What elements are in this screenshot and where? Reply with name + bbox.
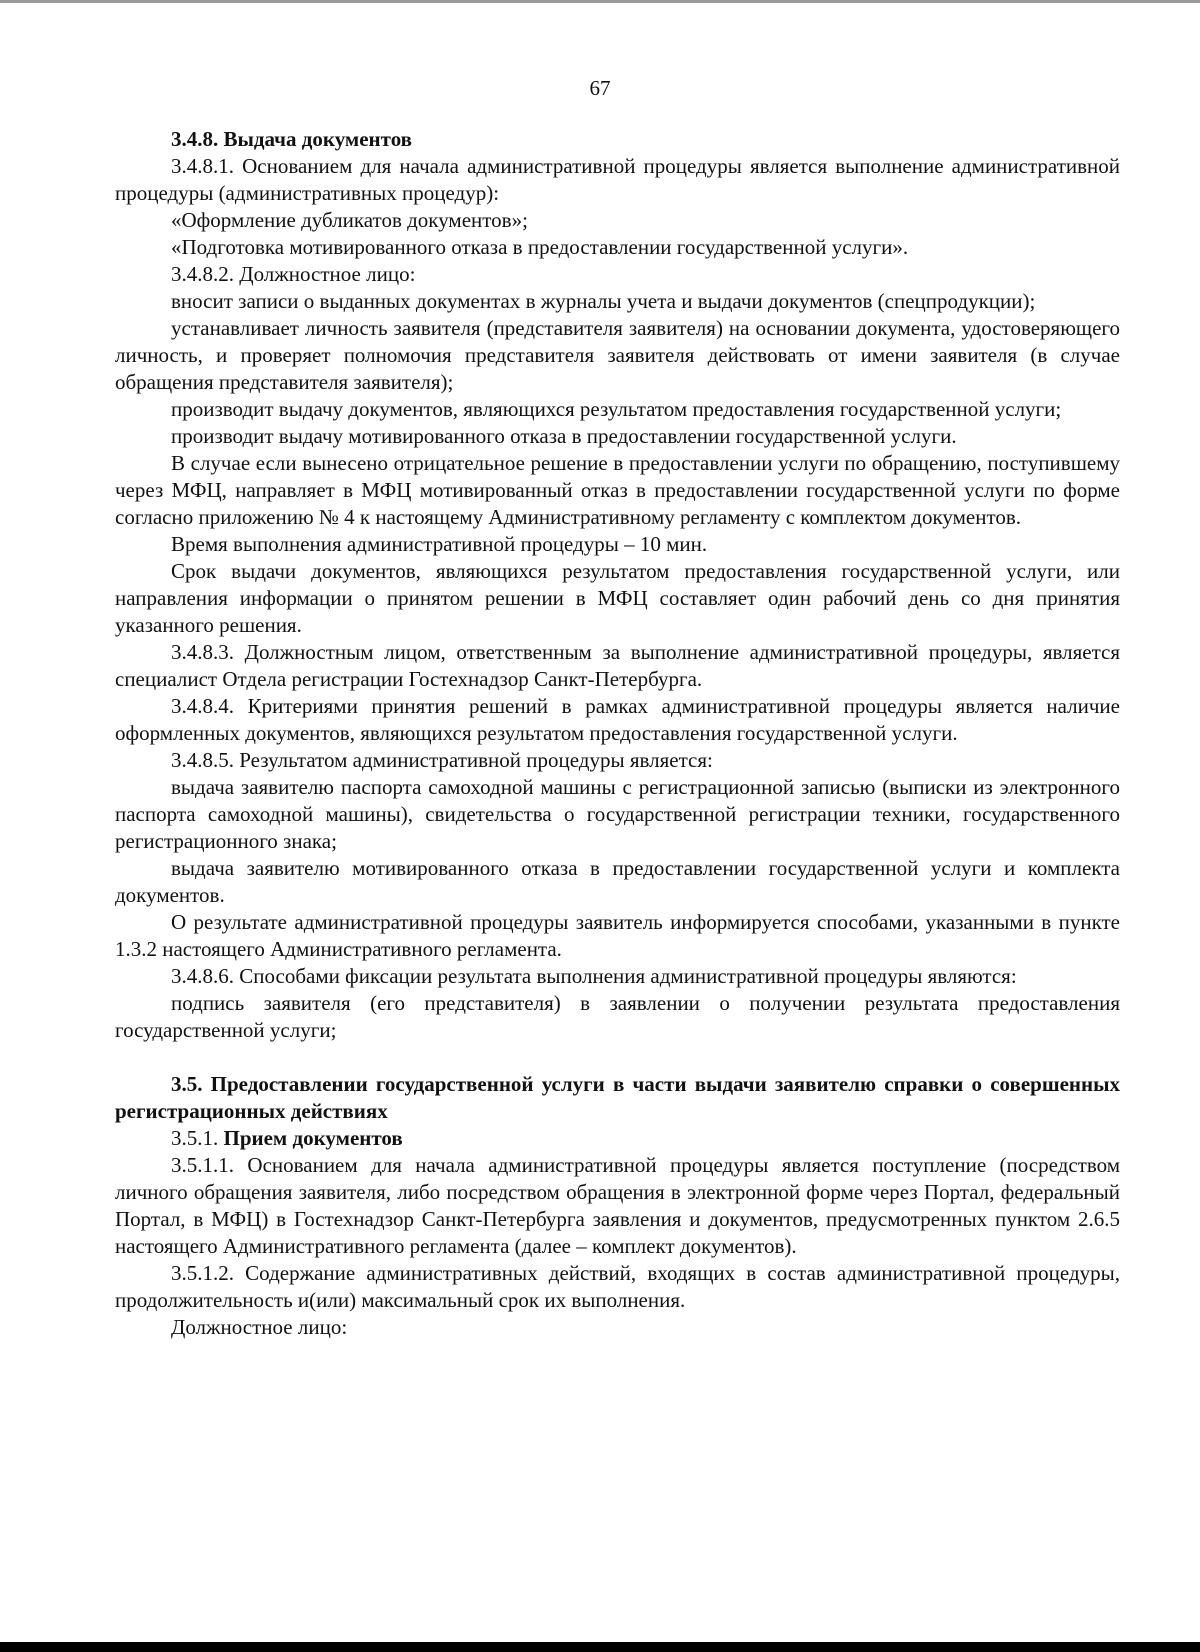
paragraph: Срок выдачи документов, являющихся результатом предоставления государственной услуги, или направления информации о принятом решении в МФЦ составляет один рабочий день со дня принятия указанного решения. bbox=[115, 559, 1120, 637]
document-body bbox=[115, 126, 1120, 1341]
paragraph: производит выдачу мотивированного отказа в предоставлении государственной услуги. bbox=[171, 424, 957, 448]
paragraph: производит выдачу документов, являющихся результатом предоставления государственной услуги; bbox=[171, 397, 1062, 421]
paragraph: выдача заявителю паспорта самоходной машины с регистрационной записью (выписки из электронного паспорта самоходной машины), свидетельства о государственной регистрации техники, государственного регистрационного знака; bbox=[115, 775, 1120, 853]
paragraph: 3.4.8.5. Результатом административной процедуры является: bbox=[171, 748, 713, 772]
paragraph: Время выполнения административной процедуры – 10 мин. bbox=[171, 532, 708, 556]
paragraph: устанавливает личность заявителя (представителя заявителя) на основании документа, удостоверяющего личность, и проверяет полномочия представителя заявителя действовать от имени заявителя (в случае обращения представителя заявителя); bbox=[115, 316, 1120, 394]
paragraph: «Подготовка мотивированного отказа в предоставлении государственной услуги». bbox=[171, 235, 909, 259]
scan-top-edge bbox=[0, 0, 1200, 3]
paragraph: О результате административной процедуры заявитель информируется способами, указанными в пункте 1.3.2 настоящего Административного регламента. bbox=[115, 910, 1120, 961]
paragraph: 3.4.8.1. Основанием для начала административной процедуры является выполнение административной процедуры (административных процедур): bbox=[115, 154, 1120, 205]
paragraph: 3.4.8.3. Должностным лицом, ответственным за выполнение административной процедуры, является специалист Отдела регистрации Гостехнадзор Санкт-Петербурга. bbox=[115, 640, 1120, 691]
subheading-title: Прием документов bbox=[223, 1126, 403, 1150]
scan-bottom-edge bbox=[0, 1642, 1200, 1652]
paragraph: подпись заявителя (его представителя) в заявлении о получении результата предоставления государственной услуги; bbox=[115, 991, 1120, 1042]
paragraph: 3.4.8.2. Должностное лицо: bbox=[171, 262, 416, 286]
subheading-3-5-1 bbox=[115, 1125, 1120, 1152]
subheading-number: 3.5.1. bbox=[171, 1126, 224, 1150]
paragraph: выдача заявителю мотивированного отказа в предоставлении государственной услуги и комплекта документов. bbox=[115, 856, 1120, 907]
heading-3-5: 3.5. Предоставлении государственной услуги в части выдачи заявителю справки о совершенных регистрационных действиях bbox=[115, 1072, 1120, 1123]
heading-3-4-8: 3.4.8. Выдача документов bbox=[171, 127, 413, 151]
paragraph: Должностное лицо: bbox=[171, 1315, 348, 1339]
paragraph: 3.4.8.6. Способами фиксации результата выполнения административной процедуры являются: bbox=[171, 964, 1017, 988]
paragraph: 3.5.1.1. Основанием для начала административной процедуры является поступление (посредством личного обращения заявителя, либо посредством обращения в электронной форме через Портал, федеральный Портал, в МФЦ) в Гостехнадзор Санкт-Петербурга заявления и документов, предусмотренных пунктом 2.6.5 настоящего Административного регламента (далее – комплект документов). bbox=[115, 1153, 1120, 1258]
paragraph: В случае если вынесено отрицательное решение в предоставлении услуги по обращению, поступившему через МФЦ, направляет в МФЦ мотивированный отказ в предоставлении государственной услуги по форме согласно приложению № 4 к настоящему Административному регламенту с комплектом документов. bbox=[115, 451, 1120, 529]
paragraph: 3.5.1.2. Содержание административных действий, входящих в состав административной процедуры, продолжительность и(или) максимальный срок их выполнения. bbox=[115, 1261, 1120, 1312]
paragraph: 3.4.8.4. Критериями принятия решений в рамках административной процедуры является наличие оформленных документов, являющихся результатом предоставления государственной услуги. bbox=[115, 694, 1120, 745]
paragraph: вносит записи о выданных документах в журналы учета и выдачи документов (спецпродукции); bbox=[171, 289, 1036, 313]
page-number: 67 bbox=[589, 76, 611, 100]
paragraph: «Оформление дубликатов документов»; bbox=[171, 208, 528, 232]
